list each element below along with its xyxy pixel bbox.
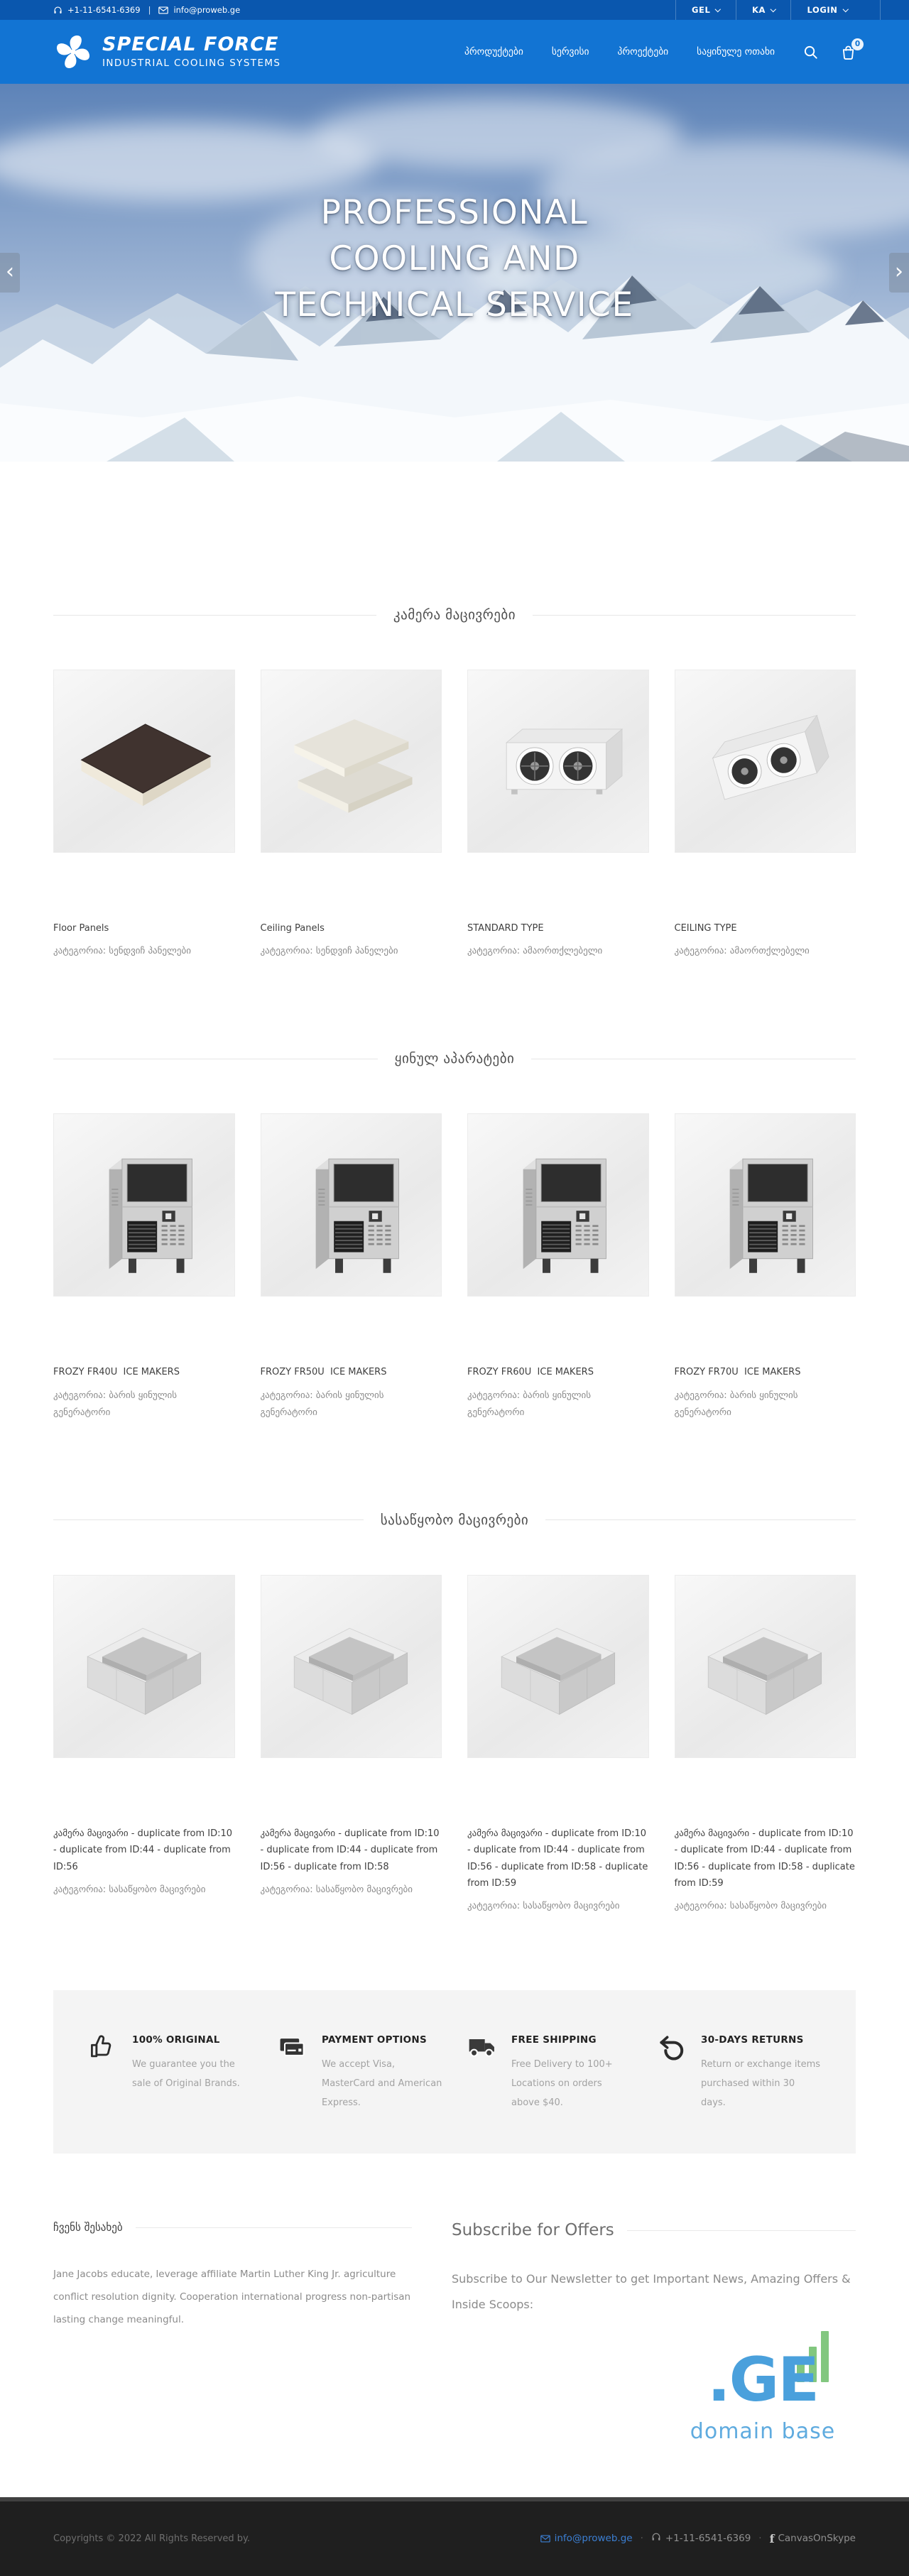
- feature-item: [277, 2031, 442, 2113]
- product-name[interactable]: FROZY FR60U ICE MAKERS: [467, 1367, 594, 1378]
- headset-icon: [651, 2532, 661, 2545]
- product-category: კატეგორია: ამაორთქლებელი: [467, 946, 603, 957]
- footer-bottom-bar: [0, 2497, 909, 2576]
- envelope-icon: [540, 2535, 550, 2543]
- product-grid: [53, 1575, 856, 1916]
- footer: [53, 2154, 856, 2457]
- feature-title: FREE SHIPPING: [511, 2034, 597, 2046]
- product-name[interactable]: STANDARD TYPE: [467, 923, 544, 934]
- product-category: კატეგორია: ამაორთქლებელი: [674, 946, 810, 957]
- ge-logo-text: .GE: [707, 2344, 818, 2416]
- product-card[interactable]: [675, 1113, 856, 1421]
- product-card[interactable]: [53, 670, 235, 960]
- section-title: ყინულ აპარატები: [394, 1051, 515, 1067]
- feature-item: [467, 2031, 632, 2113]
- facebook-link[interactable]: f CanvasOnSkype: [769, 2531, 856, 2545]
- product-section: [53, 1051, 856, 1421]
- product-name[interactable]: Ceiling Panels: [260, 923, 325, 934]
- product-card[interactable]: [53, 1575, 235, 1916]
- evaporator-ceiling-image[interactable]: [675, 670, 856, 853]
- floor-panel-image[interactable]: [53, 670, 235, 853]
- product-card[interactable]: [467, 670, 649, 960]
- thumbs-up-icon: [87, 2031, 120, 2113]
- chevron-down-icon: [715, 6, 721, 12]
- topbar-email[interactable]: info@proweb.ge: [173, 5, 241, 15]
- credit-card-icon: [277, 2031, 310, 2113]
- facebook-icon: f: [769, 2531, 775, 2545]
- product-card[interactable]: [675, 670, 856, 960]
- feature-title: 30-DAYS RETURNS: [701, 2034, 804, 2046]
- feature-item: [656, 2031, 822, 2113]
- ice-maker-image[interactable]: [53, 1113, 235, 1297]
- product-category: კატეგორია: სასაწყობო მაცივრები: [674, 1901, 827, 1912]
- feature-title: 100% ORIGINAL: [132, 2034, 220, 2046]
- product-name[interactable]: FROZY FR70U ICE MAKERS: [674, 1367, 801, 1378]
- ge-logo-subtext: domain base: [690, 2418, 836, 2444]
- return-icon: [656, 2031, 689, 2113]
- chevron-down-icon: [771, 6, 776, 12]
- product-name[interactable]: კამერა მაცივარი - duplicate from ID:10 - duplicate from ID:44 - duplicate from ID:56 - duplicate from ID:58: [260, 1828, 440, 1872]
- footer-about-column: [53, 2221, 412, 2443]
- ice-maker-image[interactable]: [261, 1113, 442, 1297]
- section-title: სასაწყობო მაცივრები: [380, 1512, 529, 1528]
- cold-room-image[interactable]: [467, 1575, 649, 1758]
- about-text: Jane Jacobs educate, leverage affiliate Martin Luther King Jr. agriculture conflict resolution dignity. Cooperation international progress non-partisan lasting change meaningful.: [53, 2269, 411, 2325]
- footer-subscribe-column: [452, 2221, 856, 2443]
- subscribe-text: Subscribe to Our Newsletter to get Important News, Amazing Offers & Inside Scoops:: [452, 2272, 851, 2311]
- feature-item: [87, 2031, 253, 2113]
- product-card[interactable]: [467, 1575, 649, 1916]
- brand-logo[interactable]: [53, 32, 281, 72]
- product-category: კატეგორია: სენდვიჩ პანელები: [260, 946, 398, 957]
- feature-description: We guarantee you the sale of Original Brands.: [132, 2058, 240, 2089]
- divider-line: [533, 615, 856, 616]
- separator-dot: ·: [640, 2533, 643, 2545]
- subscribe-heading: Subscribe for Offers: [452, 2221, 614, 2240]
- product-name[interactable]: კამერა მაცივარი - duplicate from ID:10 - duplicate from ID:44 - duplicate from ID:56 - duplicate from ID:58 - duplicate from ID:59: [467, 1828, 648, 1889]
- feature-description: Free Delivery to 100+ Locations on orders above $40.: [511, 2058, 613, 2109]
- features-strip: [53, 1990, 856, 2154]
- product-card[interactable]: [467, 1113, 649, 1421]
- cart-count-badge: 0: [851, 38, 864, 50]
- currency-dropdown[interactable]: GEL: [675, 0, 736, 20]
- ge-domain-logo[interactable]: [674, 2344, 851, 2444]
- fan-icon: [53, 32, 93, 72]
- cold-room-image[interactable]: [675, 1575, 856, 1758]
- search-icon[interactable]: [803, 45, 818, 60]
- product-grid: [53, 670, 856, 960]
- nav-item[interactable]: პროექტები: [617, 46, 669, 58]
- topbar-phone[interactable]: +1-11-6541-6369: [67, 5, 141, 15]
- ice-maker-image[interactable]: [675, 1113, 856, 1297]
- topbar-separator: |: [148, 5, 151, 15]
- product-card[interactable]: [261, 1575, 442, 1916]
- product-category: კატეგორია: ბარის ყინულის გენერატორი: [674, 1390, 798, 1418]
- product-grid: [53, 1113, 856, 1421]
- product-category: კატეგორია: სასაწყობო მაცივრები: [260, 1884, 413, 1896]
- product-card[interactable]: [53, 1113, 235, 1421]
- product-card[interactable]: [261, 670, 442, 960]
- main-nav: [464, 46, 775, 58]
- nav-item[interactable]: სერვისი: [551, 46, 589, 58]
- product-sections: [53, 607, 856, 1916]
- feature-description: Return or exchange items purchased within 30 days.: [701, 2058, 821, 2109]
- product-name[interactable]: FROZY FR40U ICE MAKERS: [53, 1367, 180, 1378]
- feature-title: PAYMENT OPTIONS: [322, 2034, 428, 2046]
- section-title: კამერა მაცივრები: [393, 607, 516, 623]
- main-header: [0, 20, 909, 84]
- chevron-down-icon: [842, 6, 848, 12]
- footer-phone[interactable]: +1-11-6541-6369: [651, 2532, 751, 2545]
- divider-line: [545, 1519, 856, 1520]
- product-card[interactable]: [675, 1575, 856, 1916]
- product-section: [53, 607, 856, 960]
- headset-icon: [53, 6, 62, 15]
- carousel-prev-arrow[interactable]: ‹: [0, 253, 20, 293]
- divider-line: [136, 2227, 412, 2228]
- product-name[interactable]: CEILING TYPE: [674, 923, 737, 934]
- language-dropdown[interactable]: KA: [736, 0, 791, 20]
- evaporator-standard-image[interactable]: [467, 670, 649, 853]
- top-bar: [0, 0, 909, 20]
- brand-subtitle: INDUSTRIAL COOLING SYSTEMS: [102, 58, 281, 69]
- feature-description: We accept Visa, MasterCard and American Express.: [322, 2058, 442, 2109]
- product-name[interactable]: კამერა მაცივარი - duplicate from ID:10 - duplicate from ID:44 - duplicate from ID:56 - duplicate from ID:58 - duplicate from ID:59: [674, 1828, 855, 1889]
- carousel-next-arrow[interactable]: ›: [889, 253, 909, 293]
- product-name[interactable]: Floor Panels: [53, 923, 109, 934]
- separator-dot: ·: [758, 2533, 762, 2545]
- cold-room-image[interactable]: [53, 1575, 235, 1758]
- cart-icon[interactable]: [841, 40, 861, 60]
- section-header: [53, 1512, 856, 1528]
- ceiling-panels-image[interactable]: [261, 670, 442, 853]
- product-category: კატეგორია: ბარის ყინულის გენერატორი: [467, 1390, 592, 1418]
- about-heading: ჩვენს შესახებ: [53, 2221, 123, 2234]
- product-category: კატეგორია: სენდვიჩ პანელები: [53, 946, 191, 957]
- section-header: [53, 607, 856, 623]
- nav-item[interactable]: პროდუქტები: [464, 46, 523, 58]
- truck-icon: [467, 2031, 499, 2113]
- cold-room-image[interactable]: [261, 1575, 442, 1758]
- footer-email-link[interactable]: info@proweb.ge: [540, 2533, 633, 2544]
- divider-line: [627, 2230, 856, 2231]
- section-header: [53, 1051, 856, 1066]
- product-card[interactable]: [261, 1113, 442, 1421]
- product-category: კატეგორია: სასაწყობო მაცივრები: [53, 1884, 206, 1896]
- ice-maker-image[interactable]: [467, 1113, 649, 1297]
- product-category: კატეგორია: ბარის ყინულის გენერატორი: [53, 1390, 178, 1418]
- login-dropdown[interactable]: LOGIN: [790, 0, 881, 20]
- product-section: [53, 1512, 856, 1916]
- hero-title: PROFESSIONAL COOLING AND TECHNICAL SERVICE: [275, 193, 634, 324]
- product-name[interactable]: კამერა მაცივარი - duplicate from ID:10 - duplicate from ID:44 - duplicate from ID:56: [53, 1828, 233, 1872]
- product-category: კატეგორია: ბარის ყინულის გენერატორი: [260, 1390, 384, 1418]
- envelope-icon: [158, 6, 168, 14]
- product-name[interactable]: FROZY FR50U ICE MAKERS: [260, 1367, 387, 1378]
- divider-line: [53, 615, 376, 616]
- divider-line: [53, 1519, 364, 1520]
- nav-item[interactable]: საყინულე ოთახი: [697, 46, 775, 58]
- product-category: კატეგორია: სასაწყობო მაცივრები: [467, 1901, 620, 1912]
- copyright-text: Copyrights © 2022 All Rights Reserved by.: [53, 2533, 251, 2544]
- brand-title: SPECIAL FORCE: [102, 33, 279, 55]
- hero-slider: [0, 84, 909, 462]
